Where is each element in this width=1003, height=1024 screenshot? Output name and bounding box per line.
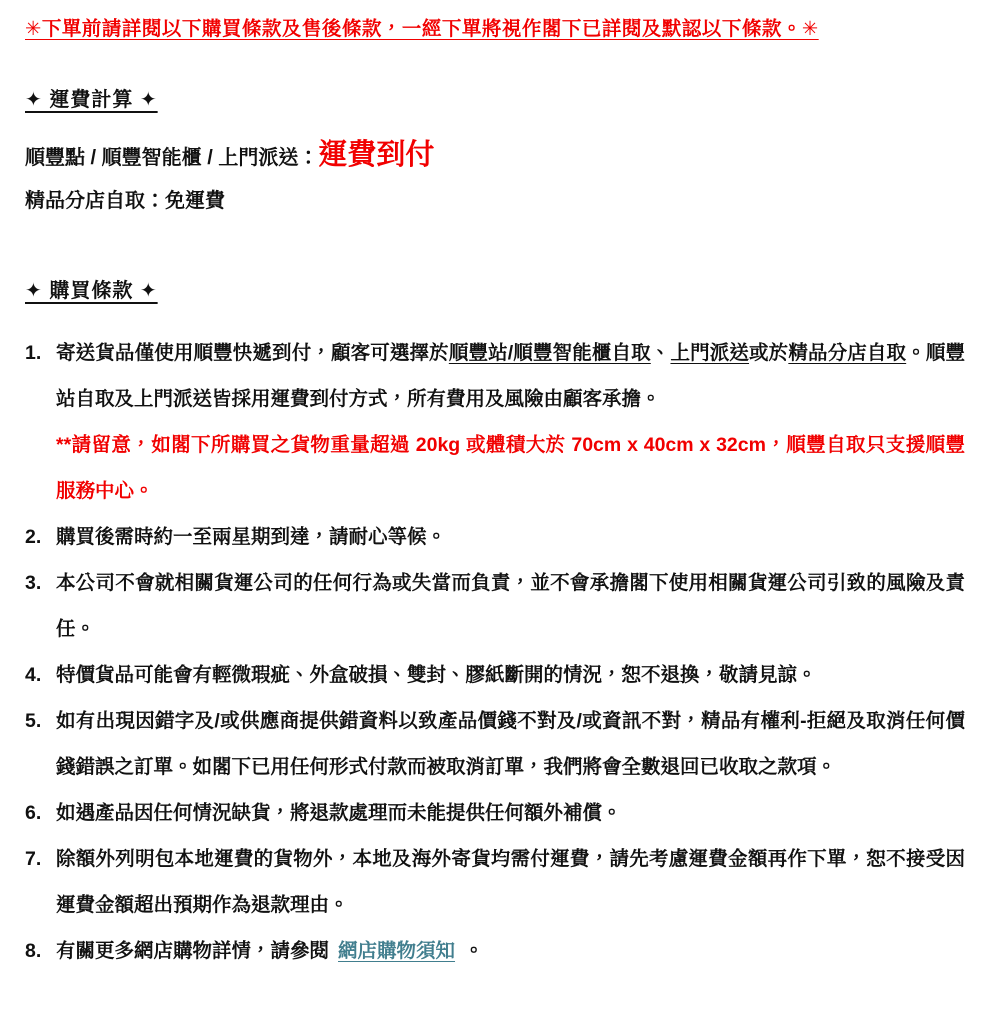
item-number: 8. — [25, 940, 42, 962]
item-number: 4. — [25, 664, 42, 686]
term-item-1-note — [25, 422, 965, 514]
term-1-seg: 、 — [650, 342, 671, 364]
item-number: 5. — [25, 710, 42, 732]
term-item-7 — [25, 836, 965, 928]
item-number: 3. — [25, 572, 42, 594]
term-1-underlined-sf-station: 順豐站/順豐智能櫃自取 — [448, 342, 651, 364]
item-number: 1. — [25, 342, 42, 364]
shipping-methods-line — [25, 135, 965, 178]
shipping-fee-on-delivery-value: 運費到付 — [318, 139, 435, 171]
purchase-terms-heading: ✦ 購買條款 ✦ — [25, 280, 158, 302]
term-8-seg: 有關更多網店購物詳情，請參閱 — [56, 940, 330, 962]
shipping-fee-heading: ✦ 運費計算 ✦ — [25, 89, 158, 111]
term-item-4 — [25, 652, 965, 698]
term-item-8 — [25, 928, 965, 974]
term-item-6-text: 如遇產品因任何情況缺貨，將退款處理而未能提供任何額外補償。 — [56, 802, 622, 824]
term-1-seg: 寄送貨品僅使用順豐快遞到付，顧客可選擇於 — [56, 342, 449, 364]
term-item-7-text: 除額外列明包本地運費的貨物外，本地及海外寄貨均需付運費，請先考慮運費金額再作下單，恕不接受因運費金額超出預期作為退款理由。 — [56, 848, 965, 916]
term-item-3 — [25, 560, 965, 652]
term-1-seg: 。順豐站自取及上門派送皆採用運費到付方式，所有費用及風險由顧客承擔。 — [56, 342, 965, 410]
item-number-spacer — [25, 422, 56, 514]
term-8-seg: 。 — [464, 940, 484, 962]
store-pickup-line: 精品分店自取：免運費 — [25, 190, 225, 212]
top-warning-notice: ✳下單前請詳閱以下購買條款及售後條款，一經下單將視作閣下已詳閱及默認以下條款。✳ — [25, 18, 819, 40]
term-item-3-text: 本公司不會就相關貨運公司的任何行為或失當而負責，並不會承擔閣下使用相關貨運公司引致的風險及責任。 — [56, 572, 965, 640]
term-item-5-text: 如有出現因錯字及/或供應商提供錯資料以致產品價錢不對及/或資訊不對，精品有權利-拒絕及取消任何價錢錯誤之訂單。如閣下已用任何形式付款而被取消訂單，我們將會全數退回已收取之款項。 — [56, 710, 965, 778]
term-1-underlined-store-pickup: 精品分店自取 — [788, 342, 907, 364]
online-shop-guide-link[interactable]: 網店購物須知 — [338, 940, 456, 962]
term-item-1 — [25, 330, 965, 422]
term-item-2 — [25, 514, 965, 560]
term-item-6 — [25, 790, 965, 836]
term-item-5 — [25, 698, 965, 790]
item-number: 6. — [25, 802, 42, 824]
item-number: 2. — [25, 526, 42, 548]
terms-list — [25, 330, 965, 974]
item-number: 7. — [25, 848, 42, 870]
term-item-1-text — [56, 330, 965, 422]
term-1-seg: 或於 — [749, 342, 789, 364]
weight-limit-warning: **請留意，如閣下所購買之貨物重量超過 20kg 或體積大於 70cm x 40cm x 32cm，順豐自取只支援順豐服務中心。 — [56, 434, 965, 502]
shipping-methods-label: 順豐點 / 順豐智能櫃 / 上門派送： — [25, 147, 319, 169]
term-item-8-text — [56, 928, 965, 974]
term-item-4-text: 特價貨品可能會有輕微瑕疵、外盒破損、雙封、膠紙斷開的情況，恕不退換，敬請見諒。 — [56, 664, 817, 686]
term-1-underlined-home-delivery: 上門派送 — [670, 342, 750, 364]
term-item-2-text: 購買後需時約一至兩星期到達，請耐心等候。 — [56, 526, 447, 548]
